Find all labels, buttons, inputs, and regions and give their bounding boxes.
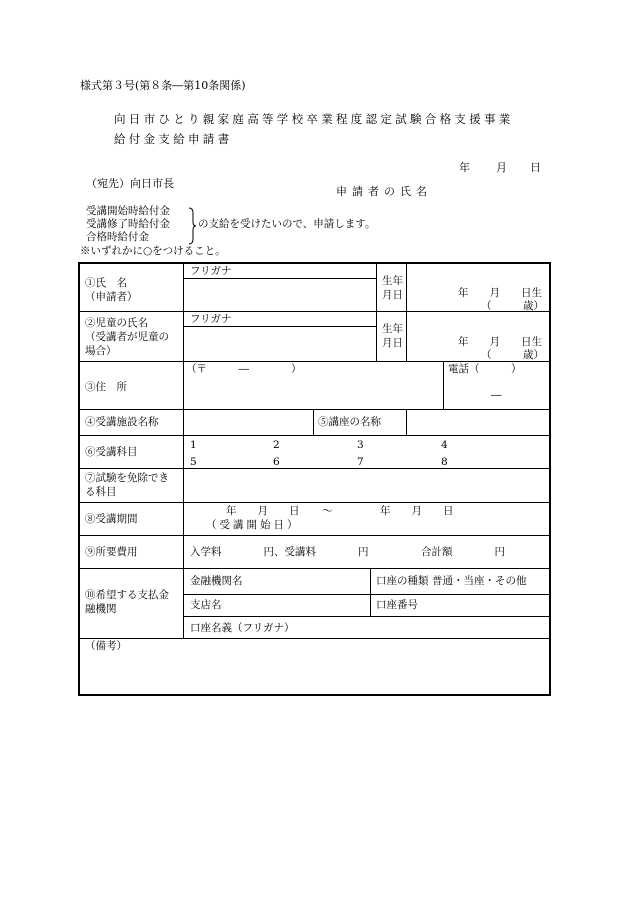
exempt-label-1: ⑦試験を免除でき [85,472,169,484]
applicant-name-label: 申請者の氏名 [336,185,432,198]
circle-note: ※いずれかに○をつけること。 [80,245,226,257]
name-label-text: ①氏 名 [85,277,127,289]
date-month: 月 [496,161,507,174]
account-type-label: 口座の種類 [376,575,429,587]
period-to-field[interactable]: 年 月 日 [380,505,454,517]
benefit-option-completion[interactable]: 受講修了時給付金 [86,218,170,230]
subject-num-5: 5 [190,456,197,468]
form-title-line2: 給付金支給申請書 [114,132,233,146]
subject-num-3: 3 [357,439,364,451]
facility-label: ④受講施設名称 [85,416,159,428]
period-tilde: ～ [322,505,333,517]
facility-field[interactable] [184,410,312,434]
period-note: （受講開始日） [206,519,301,531]
phone-field[interactable]: 電話（ ） [448,363,522,375]
bank-label-2: 融機関 [85,603,117,616]
bank-label [85,588,169,616]
benefit-option-start[interactable]: 受講開始時給付金 [86,205,170,217]
form-number: 様式第３号(第８条―第10条関係) [80,79,246,92]
postal-code-field[interactable]: （〒 ― ） [186,363,302,375]
course-label: ⑤講座の名称 [318,416,381,428]
name-label [85,276,138,304]
branch-field[interactable]: 支店名 [190,599,222,611]
bank-label-1: ⑩希望する支払金 [85,589,169,601]
child-name-field[interactable] [184,327,375,360]
account-number-field[interactable]: 口座番号 [376,599,418,611]
child-label-2: （受講者が児童の [85,331,169,344]
child-age-field[interactable]: （ 歳） [481,349,544,361]
addressee: （宛先）向日市長 [86,177,174,190]
form-title-line1: 向日市ひとり親家庭高等学校卒業程度認定試験合格支援事業 [114,112,514,126]
child-birth-label [382,322,403,350]
age-field[interactable]: （ 歳） [481,300,544,312]
request-text: の支給を受けたいので、申請します。 [198,218,376,230]
address-label: ③住 所 [85,381,127,393]
remarks-label: （備考） [85,640,127,652]
fee-label: ⑨所要費用 [85,546,138,558]
child-label-1: ②児童の氏名 [85,317,148,329]
subject-num-8: 8 [441,456,448,468]
phone-dash: ― [491,389,502,401]
exempt-subjects-field[interactable] [184,469,551,501]
child-label [85,316,169,359]
subject-num-4: 4 [441,439,448,451]
fee-field[interactable]: 入学料 円、受講料 円 合計額 円 [190,546,505,558]
child-birth-label-1: 生年 [382,323,403,335]
subjects-label: ⑥受講科目 [85,446,138,458]
bank-name-field[interactable]: 金融機関名 [190,575,243,587]
name-label-sub: （申請者） [85,291,138,304]
account-holder-field[interactable]: 口座名義（フリガナ） [190,622,295,634]
benefit-option-pass[interactable]: 合格時給付金 [86,231,149,243]
account-type-options[interactable]: 普通・当座・その他 [432,575,527,587]
furigana-label: フリガナ [190,265,232,277]
brace-icon [188,207,196,245]
remarks-field[interactable] [81,654,550,694]
period-from-field[interactable]: 年 月 日 [226,505,300,517]
subject-num-7: 7 [357,456,364,468]
subject-num-1: 1 [190,439,197,451]
birth-label-2: 月日 [382,289,403,302]
applicant-name-field[interactable] [184,279,375,310]
course-field[interactable] [407,410,551,434]
child-birth-label-2: 月日 [382,337,403,350]
subject-num-6: 6 [273,456,280,468]
birth-date-field[interactable]: 年 月 日生 [458,287,542,299]
application-table [78,262,551,696]
subject-num-2: 2 [273,439,280,451]
date-day: 日 [530,161,541,174]
exempt-label [85,471,169,499]
exempt-label-2: る科目 [85,486,117,499]
birth-label-1: 生年 [382,275,403,287]
child-label-3: 場合） [85,345,117,358]
birth-label [382,274,403,302]
child-furigana-label: フリガナ [190,313,232,325]
date-year: 年 [459,161,470,174]
child-birth-date-field[interactable]: 年 月 日生 [458,336,542,348]
period-label: ⑧受講期間 [85,513,138,525]
